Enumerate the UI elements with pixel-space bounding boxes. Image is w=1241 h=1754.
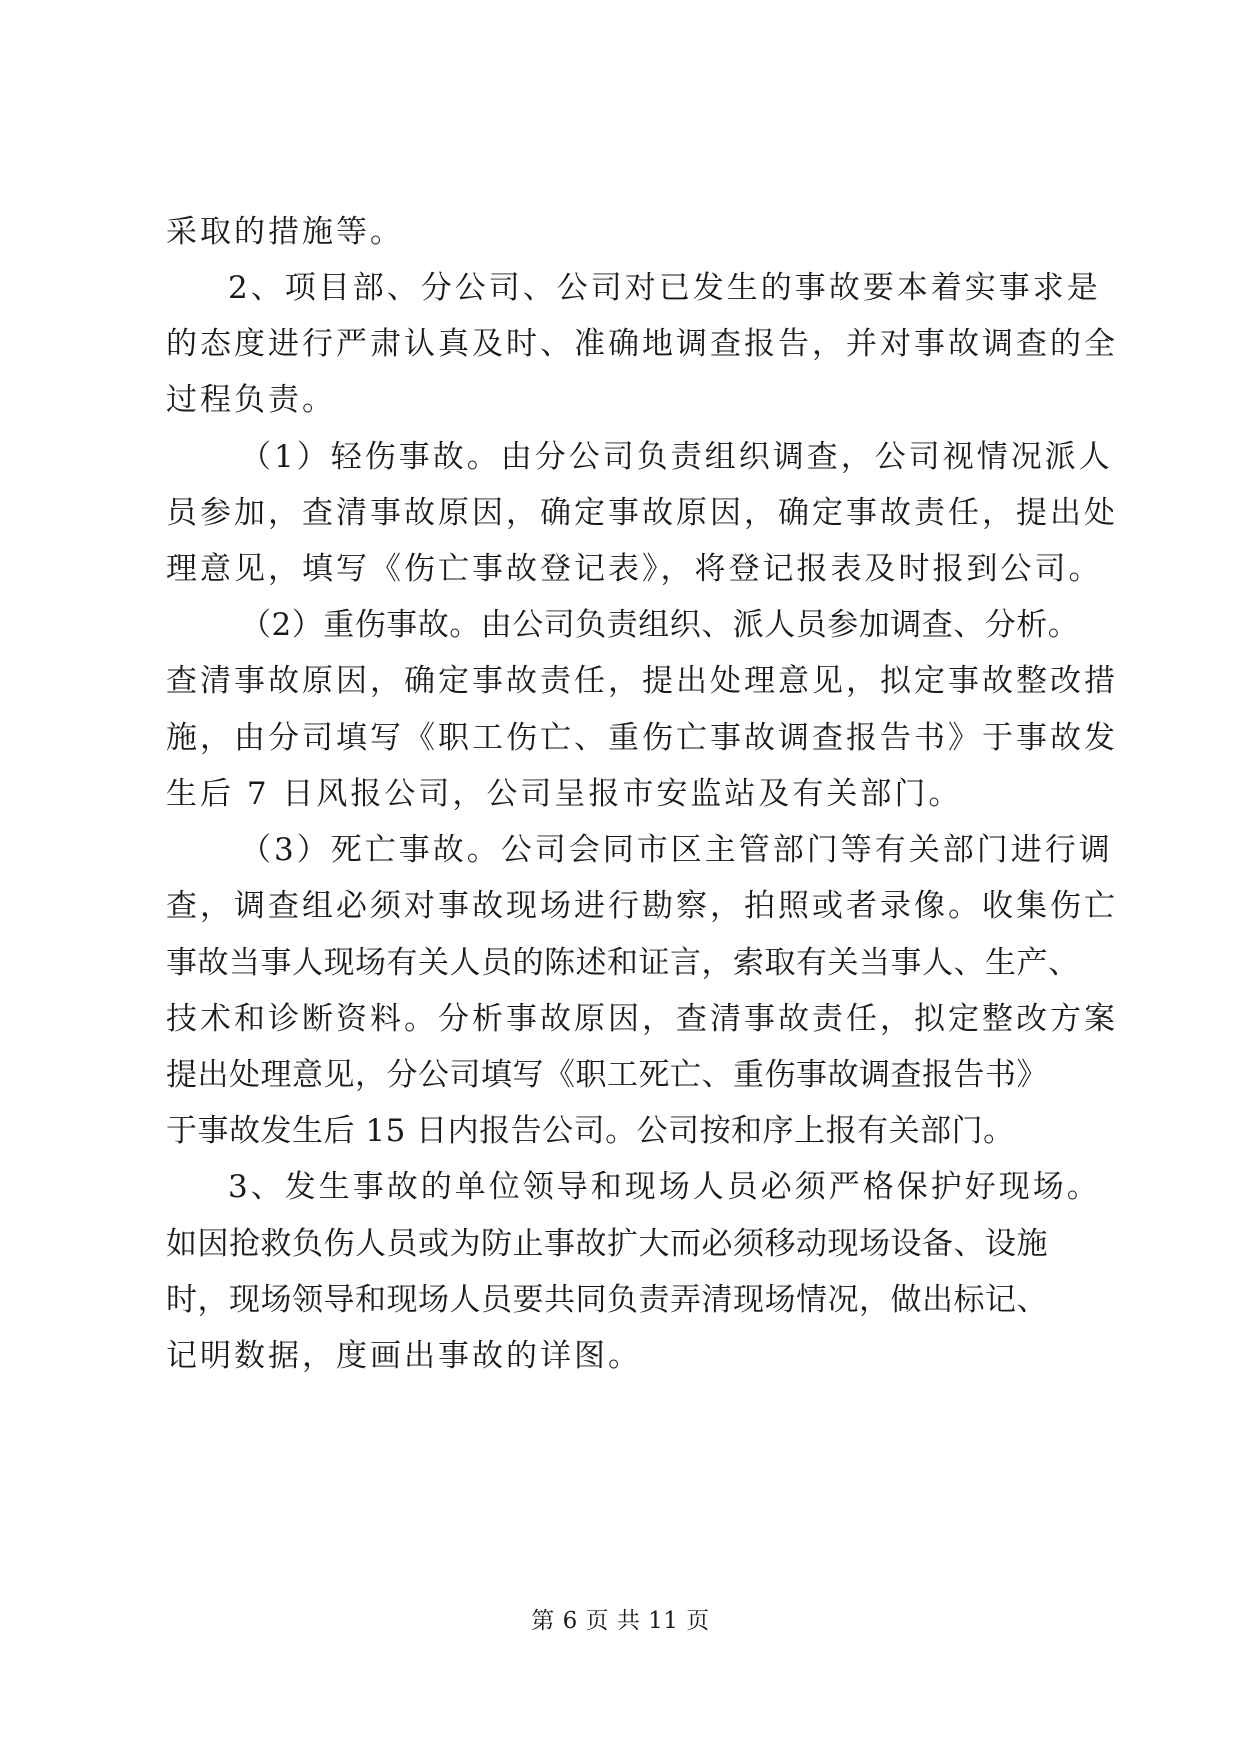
body-text-line: 事故当事人现场有关人员的陈述和证言，索取有关当事人、生产、 [166, 945, 1080, 981]
body-text-line: 员参加，查清事故原因，确定事故原因，确定事故责任，提出处 [166, 495, 1118, 531]
body-text-line: （2）重伤事故。由公司负责组织、派人员参加调查、分析。 [240, 607, 1080, 643]
page-number-footer: 第 6 页 共 11 页 [531, 1608, 710, 1634]
body-text-line: 施，由分司填写《职工伤亡、重伤亡事故调查报告书》于事故发 [166, 720, 1118, 756]
body-text-line: 采取的措施等。 [166, 214, 404, 250]
body-text-line: 记明数据，度画出事故的详图。 [166, 1338, 642, 1374]
body-text-line: 查清事故原因，确定事故责任，提出处理意见，拟定事故整改措 [166, 663, 1118, 699]
body-text-line: 的态度进行严肃认真及时、准确地调查报告，并对事故调查的全 [166, 326, 1118, 362]
body-text-line: 理意见，填写《伤亡事故登记表》，将登记报表及时报到公司。 [166, 551, 1103, 587]
body-text-line: （1）轻伤事故。由分公司负责组织调查，公司视情况派人 [240, 439, 1113, 475]
body-text-line: 技术和诊断资料。分析事故原因，查清事故责任，拟定整改方案 [166, 1001, 1118, 1037]
body-text-line: 查，调查组必须对事故现场进行勘察，拍照或者录像。收集伤亡 [166, 888, 1118, 924]
body-text-line: 2、项目部、分公司、公司对已发生的事故要本着实事求是 [228, 270, 1101, 306]
body-text-line: 时，现场领导和现场人员要共同负责弄清现场情况，做出标记、 [166, 1282, 1048, 1318]
body-text-line: 于事故发生后 15 日内报告公司。公司按和序上报有关部门。 [166, 1113, 1015, 1149]
body-text-line: 过程负责。 [166, 382, 336, 418]
body-text-line: 提出处理意见，分公司填写《职工死亡、重伤事故调查报告书》 [166, 1057, 1048, 1093]
body-text-line: 3、发生事故的单位领导和现场人员必须严格保护好现场。 [228, 1169, 1101, 1205]
body-text-line: 生后 7 日风报公司，公司呈报市安监站及有关部门。 [166, 776, 963, 812]
body-text-line: 如因抢救负伤人员或为防止事故扩大而必须移动现场设备、设施 [166, 1226, 1048, 1262]
body-text-line: （3）死亡事故。公司会同市区主管部门等有关部门进行调 [240, 832, 1113, 868]
